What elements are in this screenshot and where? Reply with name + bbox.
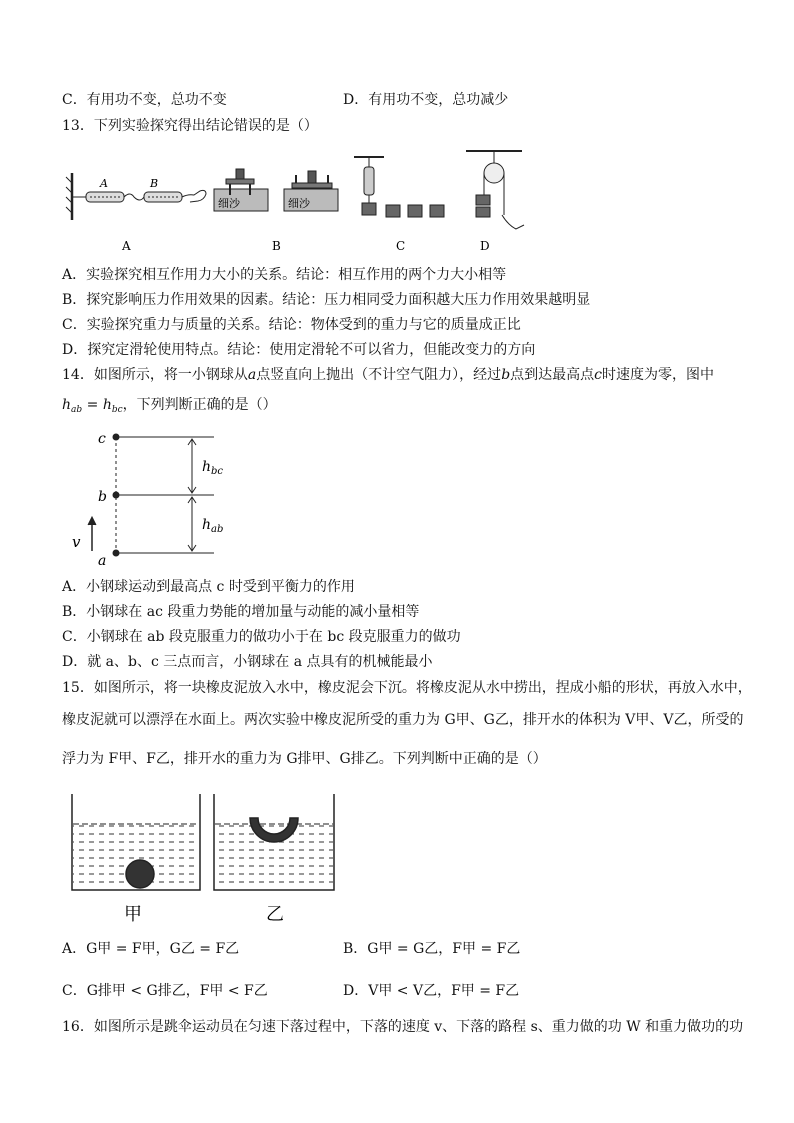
q14-figure [62,425,252,575]
q13-fig-b-sand2: 细沙 [288,197,310,210]
q13-option-a: A．实验探究相互作用力大小的关系。结论：相互作用的两个力大小相等 [62,267,507,283]
q13-fig-d [466,151,524,229]
q13-option-b: B．探究影响压力作用效果的因素。结论：压力相同受力面积越大压力作用效果越明显 [62,292,591,308]
q14-stem-cont: $h_{ab} = h_{bc}$，下列判断正确的是（） [62,397,277,415]
q13-fig-c [354,157,444,217]
q14-fig-b-label: b [98,489,107,505]
q15-fig-yi: 乙 [266,904,284,925]
q14-option-b: B．小钢球在 ac 段重力势能的增加量与动能的减小量相等 [62,604,420,620]
q13-fig-b-sand1: 细沙 [218,197,240,210]
q13-fig-a-label: A [122,239,131,253]
q15-stem-line3: 浮力为 F甲、F乙，排开水的重力为 G排甲、G排乙。下列判断中正确的是（） [62,751,547,767]
q15-figure [68,790,348,930]
q13-fig-d-label: D [480,239,490,253]
q14-fig-hbc-label: $h_{bc}$ [202,459,224,477]
q15-option-b: B．G甲 = G乙，F甲 = F乙 [343,941,521,957]
q14-fig-a-label: a [98,553,107,569]
q14-option-a: A．小钢球运动到最高点 c 时受到平衡力的作用 [62,579,355,595]
q13-figure [62,145,532,257]
q14-point-b [113,492,119,498]
q14-option-c: C．小钢球在 ab 段克服重力的做功小于在 bc 段克服重力的做功 [62,629,461,645]
q14-fig-v-label: v [72,533,81,551]
q14-option-d: D．就 a、b、c 三点而言，小钢球在 a 点具有的机械能最小 [62,654,433,670]
q15-option-c: C．G排甲 < G排乙，F甲 < F乙 [62,983,268,999]
q14-fig-c-label: c [98,431,106,447]
q14-fig-hab-label: $h_{ab}$ [202,517,224,535]
q16-stem: 16．如图所示是跳伞运动员在匀速下落过程中，下落的速度 v、下落的路程 s、重力做的功 W 和重力做功的功 [62,1019,744,1035]
q15-stem-line2: 橡皮泥就可以漂浮在水面上。两次实验中橡皮泥所受的重力为 G甲、G乙，排开水的体积为 V甲、V乙，所受的 [62,712,744,728]
q14-stem: 14．如图所示，将一小钢球从a点竖直向上抛出（不计空气阻力），经过b点到达最高点c时速度为零，图中 [62,367,714,383]
q14-point-c [113,434,119,440]
q13-fig-b-label: B [272,239,281,253]
q14-point-a [113,550,119,556]
q12-option-d: D．有用功不变，总功减少 [343,92,509,108]
q13-option-d: D．探究定滑轮使用特点。结论：使用定滑轮不可以省力，但能改变力的方向 [62,342,536,358]
q13-option-c: C．实验探究重力与质量的关系。结论：物体受到的重力与它的质量成正比 [62,317,521,333]
q13-stem: 13．下列实验探究得出结论错误的是（） [62,118,318,134]
q13-fig-a [66,173,206,220]
q15-option-d: D．V甲 < V乙，F甲 = F乙 [343,983,520,999]
q12-option-c: C．有用功不变，总功不变 [62,92,227,108]
q15-fig-jia: 甲 [124,904,142,925]
q13-fig-c-label: C [396,239,406,253]
q15-stem-line1: 15．如图所示，将一块橡皮泥放入水中，橡皮泥会下沉。将橡皮泥从水中捞出，捏成小船的形状，再放入水中， [62,680,752,696]
q13-fig-a-spring-b: B [150,177,159,190]
q13-fig-a-spring-a: A [100,177,108,190]
q15-option-a: A．G甲 = F甲，G乙 = F乙 [62,941,240,957]
